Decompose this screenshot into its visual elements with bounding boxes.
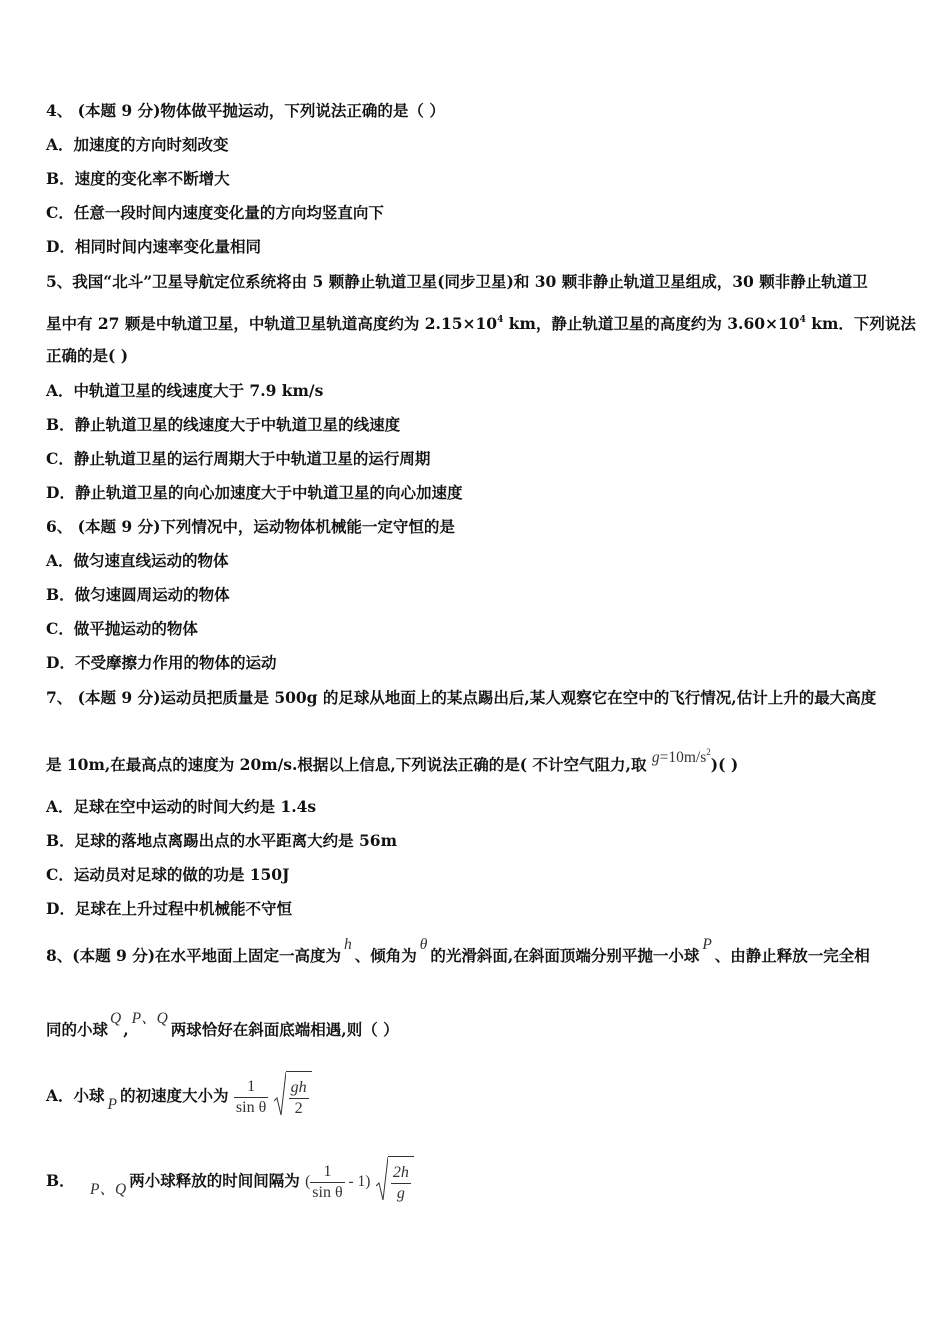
option-b-text: 两小球释放的时间间隔为 [129, 1171, 300, 1190]
g-variable: g [651, 749, 660, 766]
q6-option-c: C．做平抛运动的物体 [46, 619, 198, 638]
fraction-one-over-sin-theta [310, 1162, 344, 1203]
q5-stem-line3: 正确的是( ) [46, 346, 129, 365]
fraction-one-over-sin-theta [234, 1077, 268, 1118]
q7-text: )( ) [710, 755, 739, 774]
sqrt-2h-over-g [376, 1156, 414, 1209]
q7-option-d: D．足球在上升过程中机械能不守恒 [46, 899, 292, 918]
q8-option-b [46, 1155, 414, 1209]
q-variable: Q [110, 1010, 122, 1027]
q8-text: 8、(本题 9 分)在水平地面上固定一高度为 [46, 946, 342, 965]
q7-stem-line2 [46, 747, 739, 776]
g-unit-exponent: 2 [706, 747, 711, 757]
pq-variables: P、Q [131, 1010, 168, 1027]
q5-stem-line1: 5、我国“北斗”卫星导航定位系统将由 5 颗静止轨道卫星(同步卫星)和 30 颗非静止轨道卫星组成，30 颗非静止轨道卫 [46, 272, 868, 291]
q5-exponent: 4 [497, 315, 504, 325]
q5-option-b: B．静止轨道卫星的线速度大于中轨道卫星的线速度 [46, 415, 401, 434]
q4-stem: 4、 (本题 9 分)物体做平抛运动，下列说法正确的是（ ） [46, 101, 445, 120]
option-a-label: A．小球 [46, 1086, 105, 1105]
q8-option-a [46, 1070, 312, 1124]
fraction-denominator: sin θ [235, 1098, 267, 1116]
q4-option-a: A．加速度的方向时刻改变 [46, 135, 229, 154]
q8-text: 的光滑斜面,在斜面顶端分别平抛一小球 [430, 946, 700, 965]
q5-option-c: C．静止轨道卫星的运行周期大于中轨道卫星的运行周期 [46, 449, 431, 468]
q5-stem-line2 [46, 310, 916, 334]
g-value: =10m/s [659, 749, 707, 766]
q8-text: 同的小球 [46, 1020, 109, 1039]
radicand-numerator: 2h [391, 1163, 411, 1184]
q6-option-a: A．做匀速直线运动的物体 [46, 551, 229, 570]
pq-variables: P、Q [90, 1181, 127, 1198]
q8-text: 、由静止释放一完全相 [714, 946, 870, 965]
q5-text: km，静止轨道卫星的高度约为 3.60×10 [503, 314, 800, 333]
option-b-label: B． [46, 1171, 75, 1190]
q7-option-b: B．足球的落地点离踢出点的水平距离大约是 56m [46, 831, 397, 850]
q4-option-d: D．相同时间内速率变化量相同 [46, 237, 261, 256]
radicand-denominator: g [396, 1185, 405, 1202]
q8-stem-line1 [46, 936, 870, 967]
option-a-text: 的初速度大小为 [120, 1086, 229, 1105]
q8-text: 、倾角为 [354, 946, 417, 965]
radicand-numerator: gh [289, 1078, 309, 1099]
q4-option-c: C．任意一段时间内速度变化量的方向均竖直向下 [46, 203, 384, 222]
q5-text: km．下列说法 [805, 314, 916, 333]
q5-option-a: A．中轨道卫星的线速度大于 7.9 km/s [46, 381, 324, 400]
fraction-denominator: sin θ [312, 1183, 343, 1201]
q7-option-c: C．运动员对足球的做的功是 150J [46, 865, 290, 884]
q8-text: 两球恰好在斜面底端相遇,则（ ） [170, 1020, 399, 1039]
q7-text: 是 10m,在最高点的速度为 20m/s.根据以上信息,下列说法正确的是( 不计空气阻力,取 [46, 755, 647, 774]
fraction-numerator: 1 [234, 1077, 268, 1098]
p-variable: P [107, 1096, 117, 1113]
radicand-denominator: 2 [294, 1100, 303, 1117]
sqrt-gh-over-2 [274, 1071, 312, 1124]
open-paren: ( [305, 1173, 311, 1190]
q6-option-d: D．不受摩擦力作用的物体的运动 [46, 653, 277, 672]
q5-exponent: 4 [799, 315, 806, 325]
q6-option-b: B．做匀速圆周运动的物体 [46, 585, 230, 604]
q8-stem-line2 [46, 1010, 399, 1041]
p-variable: P [702, 936, 712, 953]
q8-text: , [123, 1020, 129, 1039]
q7-stem-line1: 7、 (本题 9 分)运动员把质量是 500g 的足球从地面上的某点踢出后,某人观察它在空中的飞行情况,估计上升的最大高度 [46, 688, 877, 707]
q4-option-b: B．速度的变化率不断增大 [46, 169, 230, 188]
q5-option-d: D．静止轨道卫星的向心加速度大于中轨道卫星的向心加速度 [46, 483, 463, 502]
q7-option-a: A．足球在空中运动的时间大约是 1.4s [46, 797, 317, 816]
h-variable: h [344, 936, 352, 953]
theta-variable: θ [419, 936, 428, 953]
q5-text: 星中有 27 颗是中轨道卫星，中轨道卫星轨道高度约为 2.15×10 [46, 314, 498, 333]
fraction-numerator: 1 [310, 1162, 344, 1183]
gravity-formula [652, 747, 711, 766]
q6-stem: 6、 (本题 9 分)下列情况中，运动物体机械能一定守恒的是 [46, 517, 455, 536]
minus-one: - 1) [344, 1173, 371, 1190]
